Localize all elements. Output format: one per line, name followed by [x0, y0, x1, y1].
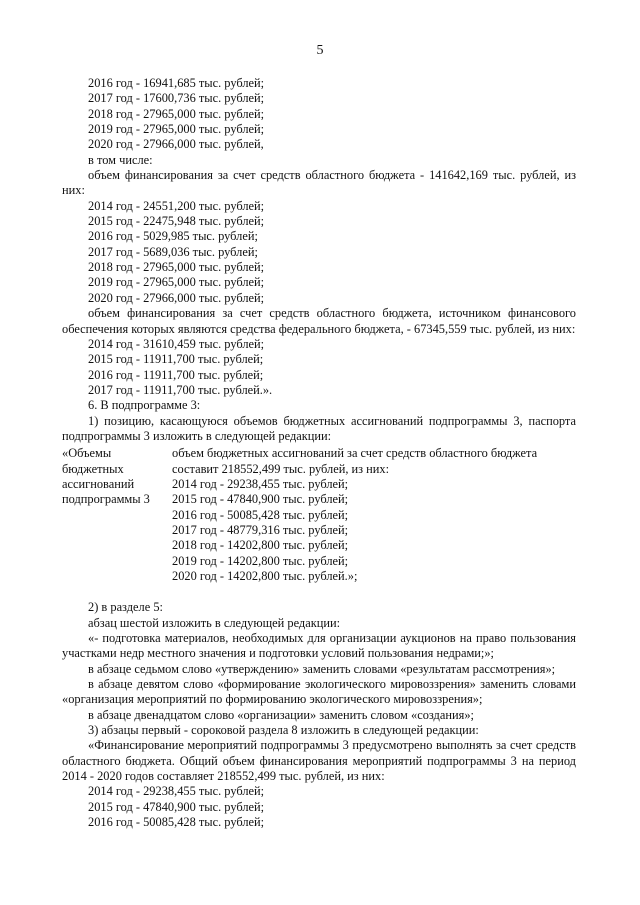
funding-paragraph: «Финансирование мероприятий подпрограммы 3 предусмотрено выполнять за счет средств областного бюджета. Общий объем финансирования мероприятий подпрограммы 3 на период 2014 - 2020 годов составляет 218552,499 тыс. рублей, из них:: [62, 738, 576, 784]
year-line: 2018 год - 27965,000 тыс. рублей;: [88, 106, 265, 121]
year-line: 2016 год - 16941,685 тыс. рублей;: [88, 76, 265, 90]
year-line: 2014 год - 29238,455 тыс. рублей;: [88, 784, 265, 799]
year-line: 2015 год - 22475,948 тыс. рублей;: [88, 214, 265, 229]
passport-year-line: 2015 год - 47840,900 тыс. рублей;: [172, 492, 349, 507]
year-line: 2016 год - 5029,985 тыс. рублей;: [88, 229, 258, 244]
year-line: 2017 год - 11911,700 тыс. рублей.».: [88, 382, 273, 397]
para-9-instruction: в абзаце девятом слово «формирование экологического мировоззрения» заменить словами «организация мероприятий по формированию экологического мировоззрения»;: [62, 677, 576, 707]
passport-year-line: 2018 год - 14202,800 тыс. рублей;: [172, 538, 349, 553]
year-line: 2015 год - 11911,700 тыс. рублей;: [88, 352, 264, 367]
year-line: 2014 год - 31610,459 тыс. рублей;: [88, 336, 265, 351]
passport-year-line: 2019 год - 14202,800 тыс. рублей;: [172, 553, 349, 568]
year-list-total: [62, 76, 576, 153]
passport-label: «Объемы бюджетных ассигнований подпрограммы 3: [62, 446, 150, 507]
item-1-paragraph: 1) позицию, касающуюся объемов бюджетных ассигнований подпрограммы 3, паспорта подпрограммы 3 изложить в следующей редакции:: [62, 413, 576, 443]
item-3-heading: 3) абзацы первый - сороковой раздела 8 изложить в следующей редакции:: [88, 723, 479, 738]
year-line: 2018 год - 27965,000 тыс. рублей;: [88, 260, 265, 275]
passport-year-line: 2017 год - 48779,316 тыс. рублей;: [172, 522, 349, 537]
section-heading: 6. В подпрограмме 3:: [88, 398, 201, 413]
item-2-heading: 2) в разделе 5:: [88, 600, 163, 615]
document-body: [62, 76, 576, 831]
regional-budget-paragraph: объем финансирования за счет средств областного бюджета - 141642,169 тыс. рублей, из них:: [62, 168, 576, 198]
para-6-instruction: абзац шестой изложить в следующей редакции:: [88, 615, 341, 630]
year-line: 2017 год - 17600,736 тыс. рублей;: [88, 91, 265, 106]
passport-intro: объем бюджетных ассигнований за счет средств областного бюджета составит 218552,499 тыс. рублей, из них:: [172, 446, 538, 476]
year-line: 2019 год - 27965,000 тыс. рублей;: [88, 275, 265, 290]
passport-table: [62, 446, 576, 584]
federal-source-paragraph: объем финансирования за счет средств областного бюджета, источником финансового обеспечения которых являются средства федерального бюджета, - 67345,559 тыс. рублей, из них:: [62, 306, 576, 336]
year-list-regional: [62, 199, 576, 306]
passport-year-line: 2020 год - 14202,800 тыс. рублей.»;: [172, 569, 358, 583]
year-line: 2014 год - 24551,200 тыс. рублей;: [88, 198, 265, 213]
year-line: 2020 год - 27966,000 тыс. рублей;: [88, 290, 265, 305]
year-line: 2016 год - 11911,700 тыс. рублей;: [88, 367, 264, 382]
in-that-number: в том числе:: [88, 152, 153, 167]
passport-year-line: 2016 год - 50085,428 тыс. рублей;: [172, 507, 349, 522]
year-line: 2017 год - 5689,036 тыс. рублей;: [88, 244, 258, 259]
year-list-section-8: [62, 784, 576, 830]
year-list-federal: [62, 337, 576, 414]
year-line: 2015 год - 47840,900 тыс. рублей;: [88, 799, 265, 814]
para-6-text: «- подготовка материалов, необходимых для организации аукционов на право пользования участками недр местного значения и подготовки условий пользования недрами;»;: [62, 631, 576, 661]
year-line: 2016 год - 50085,428 тыс. рублей;: [88, 815, 265, 830]
passport-values: [172, 446, 576, 584]
para-12-instruction: в абзаце двенадцатом слово «организации» заменить словом «создания»;: [88, 707, 474, 722]
page-number: 5: [316, 43, 324, 58]
year-line: 2020 год - 27966,000 тыс. рублей,: [88, 137, 264, 152]
passport-year-line: 2014 год - 29238,455 тыс. рублей;: [172, 476, 349, 491]
year-line: 2019 год - 27965,000 тыс. рублей;: [88, 122, 265, 137]
para-7-instruction: в абзаце седьмом слово «утверждению» заменить словами «результатам рассмотрения»;: [88, 661, 556, 676]
